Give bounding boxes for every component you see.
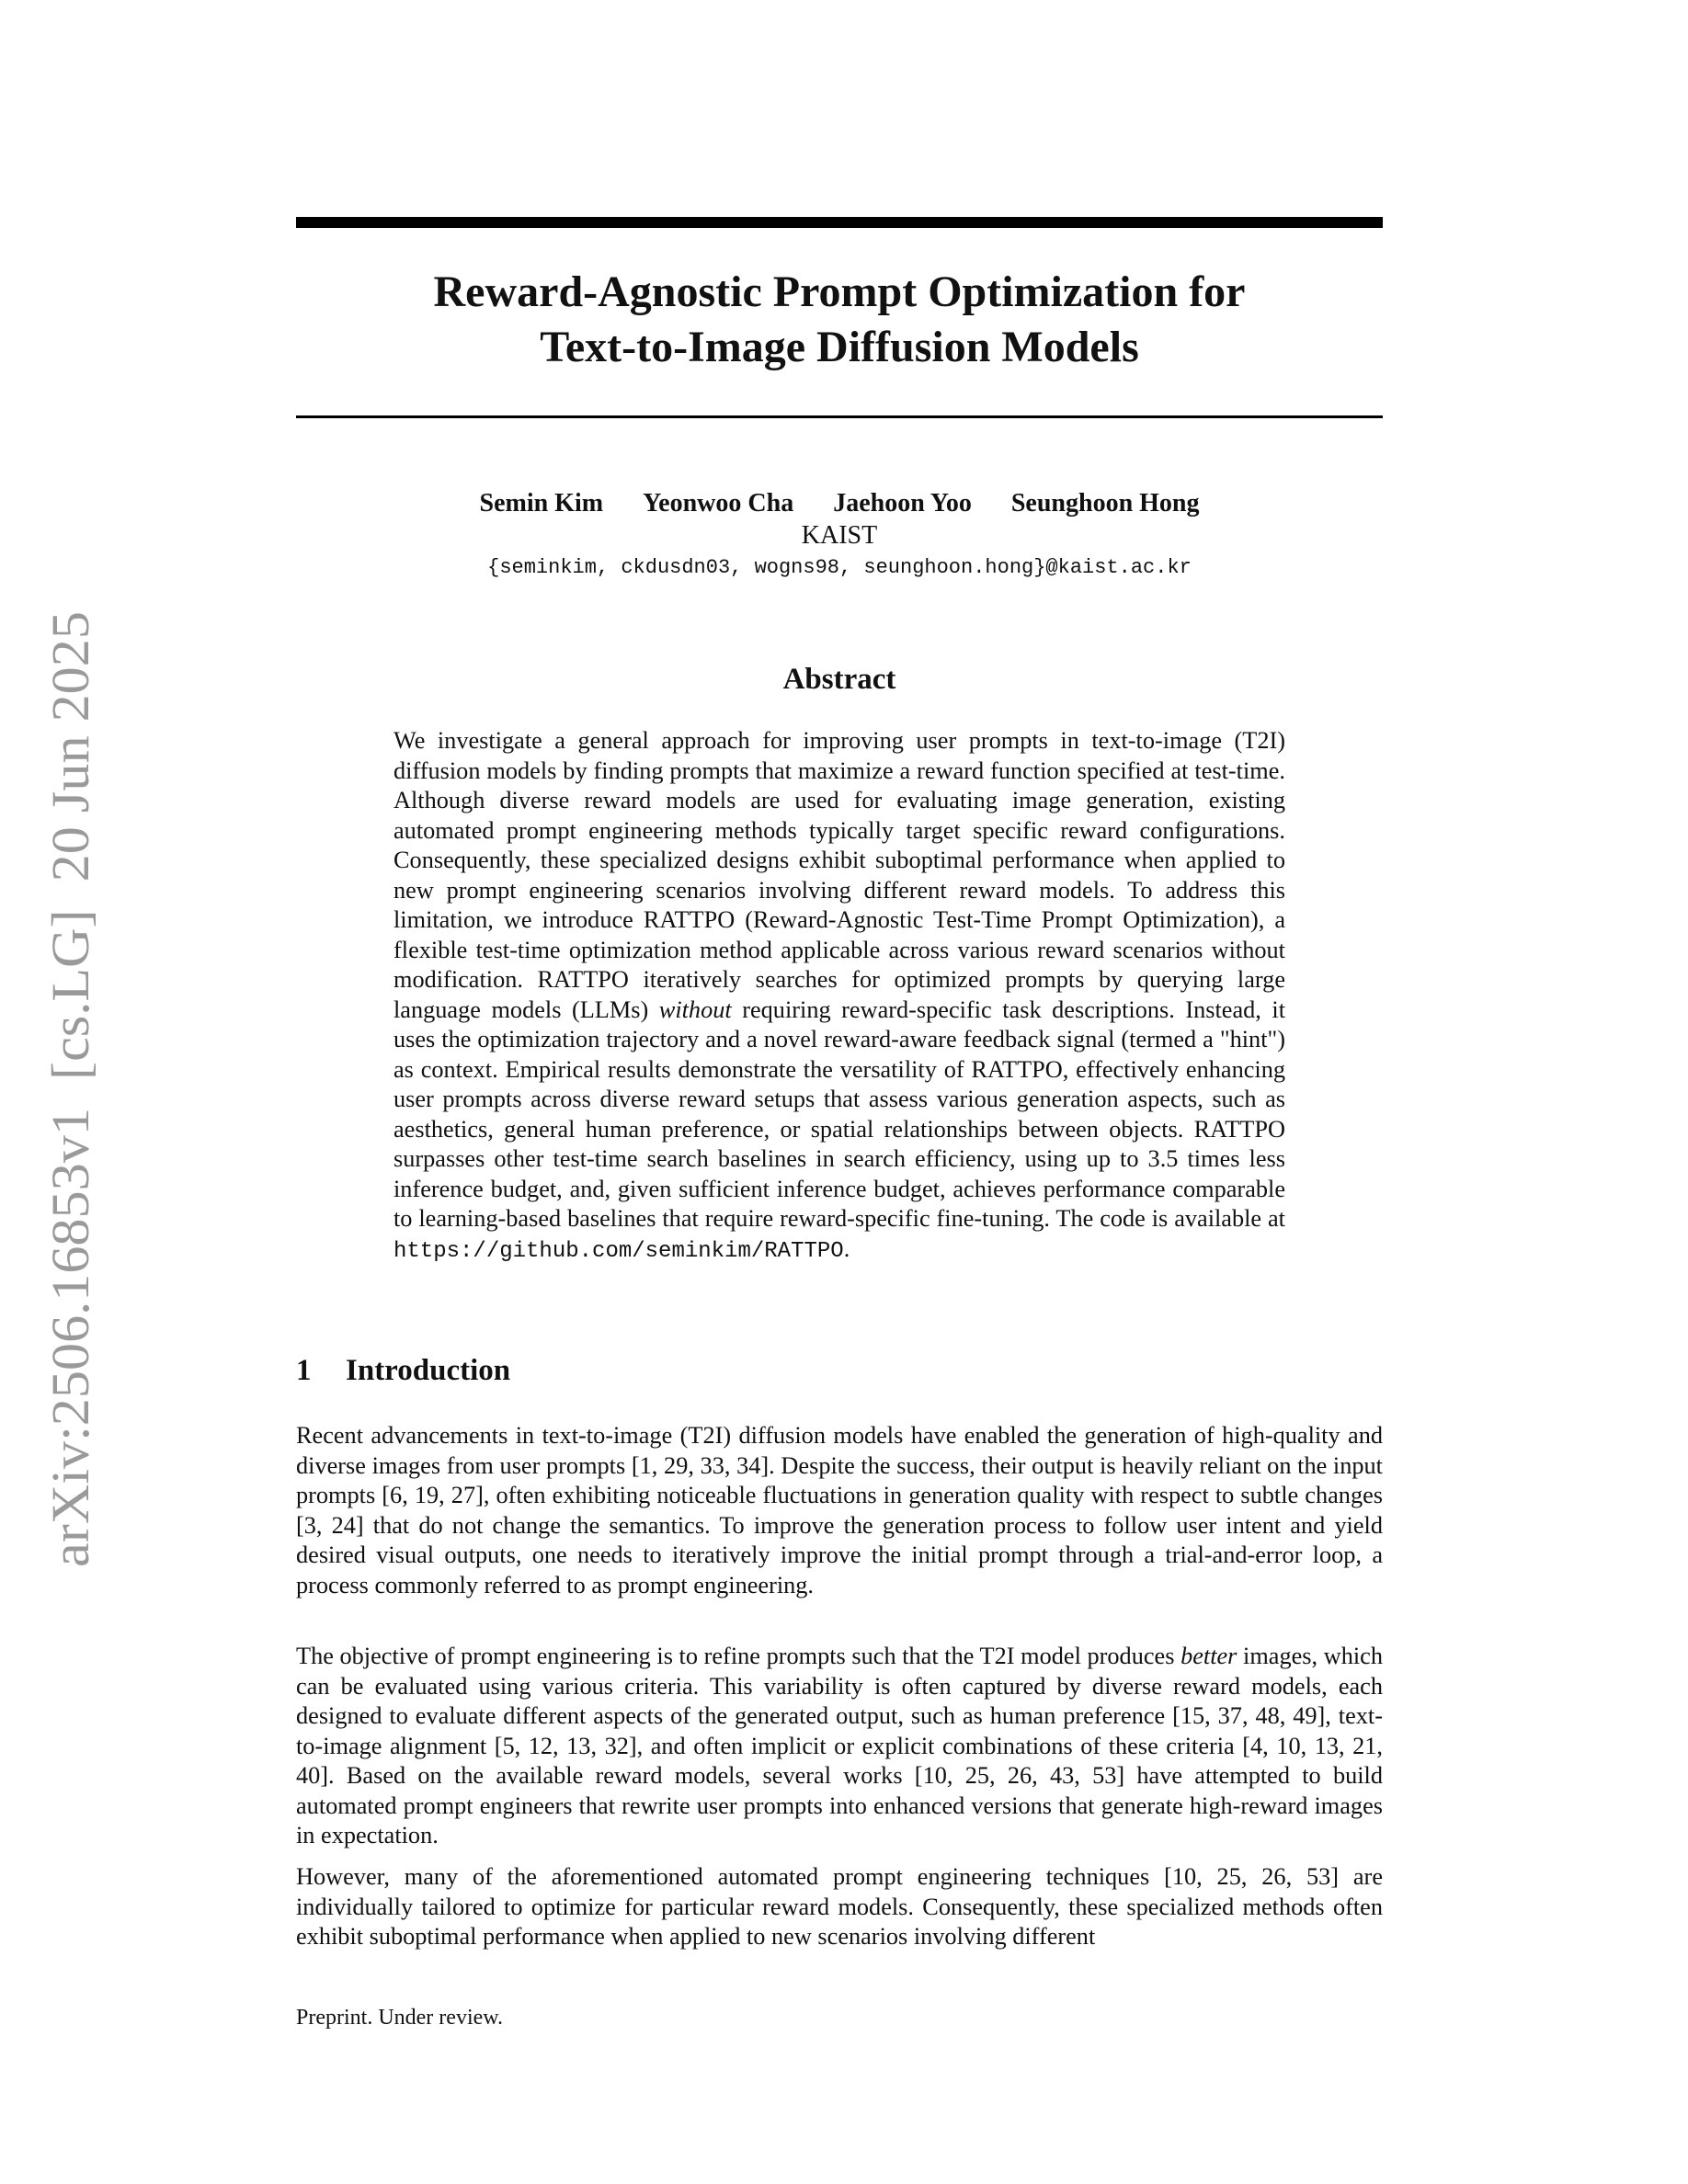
title-line-1: Reward-Agnostic Prompt Optimization for (433, 267, 1246, 316)
affiliation: KAIST (801, 521, 878, 550)
preprint-footer-note: Preprint. Under review. (296, 2006, 504, 2030)
intro-paragraph-1: Recent advancements in text-to-image (T2I) diffusion models have enabled the generation of high-quality and diverse images from user prompts [1, 29, 33, 34]. Despite the success, their output is heavily reliant on the input prompts [6, 19, 27], often exhibiting noticeable fluctuations in generation quality with respect to subtle changes [3, 24] that do not change the semantics. To improve the generation process to follow user intent and yield desired visual outputs, one needs to iteratively improve the initial prompt through a trial-and-error loop, a process commonly referred to as prompt engineering. (296, 1422, 1383, 1598)
author-name: Jaehoon Yoo (833, 489, 972, 518)
arxiv-identifier-stamp (18, 607, 101, 1572)
intro-p2-italic: better (1180, 1643, 1237, 1669)
author-name: Seunghoon Hong (1010, 489, 1200, 518)
intro-p2-part2: images, which can be evaluated using various criteria. This variability is often captured by diverse reward models, each designed to evaluate different aspects of the generated output, such as human preference [15, 37, 48, 49], text-to-image alignment [5, 12, 13, 32], and often implicit or explicit combinations of these criteria [4, 10, 13, 21, 40]. Based on the available reward models, several works [10, 25, 26, 43, 53] have attempted to build automated prompt engineers that rewrite user prompts into enhanced versions that generate high-reward images in expectation. (296, 1643, 1383, 1848)
author-list (296, 487, 1383, 520)
abstract-heading: Abstract (782, 663, 896, 696)
author-name: Semin Kim (479, 489, 604, 518)
author-name: Yeonwoo Cha (643, 489, 794, 518)
intro-p2-part1: The objective of prompt engineering is to refine prompts such that the T2I model produces (296, 1643, 1181, 1669)
code-url-link[interactable]: https://github.com/seminkim/RATTPO (393, 1238, 844, 1264)
title-line-2: Text-to-Image Diffusion Models (540, 323, 1139, 371)
abstract-text-end: . (843, 1234, 850, 1262)
author-emails: {seminkim, ckdusdn03, wogns98, seunghoon.hong}@kaist.ac.kr (487, 556, 1192, 579)
intro-paragraph-3: However, many of the aforementioned automated prompt engineering techniques [10, 25, 26, 53] are individually tailored to optimize for particular reward models. Consequently, these specialized methods often exhibit suboptimal performance when applied to new scenarios involving different (296, 1863, 1383, 1950)
section-title: Introduction (346, 1354, 511, 1387)
abstract-body (393, 726, 1285, 1267)
section-heading-introduction (296, 1351, 510, 1390)
abstract-text-part1: We investigate a general approach for improving user prompts in text-to-image (T2I) diffusion models by finding prompts that maximize a reward function specified at test-time. Although diverse reward models are used for evaluating image generation, existing automated prompt engineering methods typically target specific reward configurations. Consequently, these specialized designs exhibit suboptimal performance when applied to new prompt engineering scenarios involving different reward models. To address this limitation, we introduce RATTPO (Reward-Agnostic Test-Time Prompt Optimization), a flexible test-time optimization method applicable across various reward scenarios without modification. RATTPO iteratively searches for optimized prompts by querying large language models (LLMs) (393, 727, 1285, 1023)
arxiv-identifier-text: arXiv:2506.16853v1 [cs.LG] 20 Jun 2025 (40, 645, 100, 1567)
title-top-rule (296, 217, 1383, 228)
paper-title (296, 265, 1383, 375)
section-number: 1 (296, 1354, 312, 1387)
title-bottom-rule (296, 415, 1383, 418)
abstract-text-part2: requiring reward-specific task descriptions. Instead, it uses the optimization trajectory and a novel reward-aware feedback signal (termed a "hint") as context. Empirical results demonstrate the versatility of RATTPO, effectively enhancing user prompts across diverse reward setups that assess various generation aspects, such as aesthetics, general human preference, or spatial relationships between objects. RATTPO surpasses other test-time search baselines in search efficiency, using up to 3.5 times less inference budget, and, given sufficient inference budget, achieves performance comparable to learning-based baselines that require reward-specific fine-tuning. The code is available at (393, 995, 1286, 1232)
abstract-text-italic: without (658, 995, 732, 1023)
intro-paragraph-2 (296, 1642, 1383, 1851)
